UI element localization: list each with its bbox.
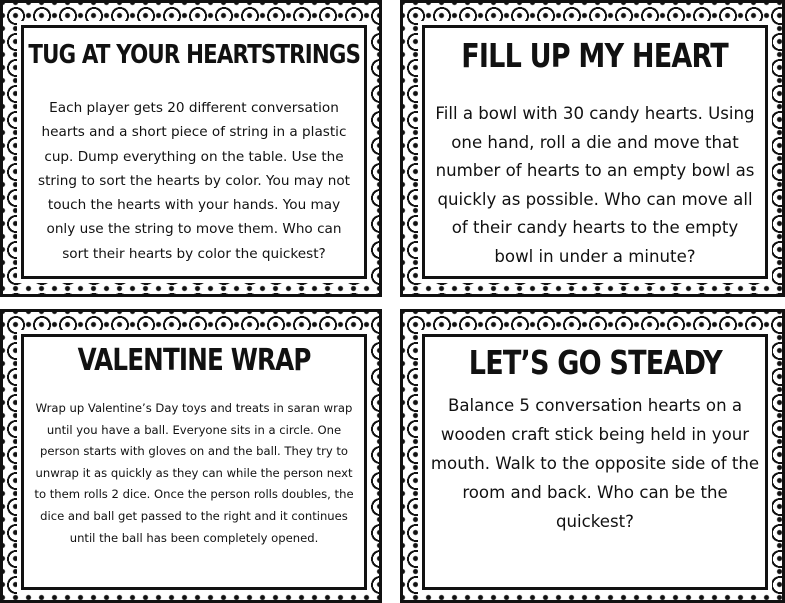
card-instructions: Balance 5 conversation hearts on a wooden craft stick being held in your mouth. Walk to the opposite side of the room and back. Who can be the quickest?: [430, 396, 760, 531]
card-title: VALENTINE WRAP: [77, 343, 311, 378]
game-card-tug-at-your-heartstrings: [0, 0, 382, 297]
game-card-valentine-wrap: [0, 309, 382, 603]
card-content-panel: [422, 334, 768, 590]
card-title: TUG AT YOUR HEARTSTRINGS: [28, 40, 360, 70]
card-title: FILL UP MY HEART: [461, 36, 729, 75]
card-content-panel: [21, 334, 367, 590]
card-title: LET’S GO STEADY: [468, 343, 722, 382]
card-instructions: Fill a bowl with 30 candy hearts. Using one hand, roll a die and move that number of hearts to an empty bowl as quickly as possible. Who can move all of their candy hearts to the empty bowl in under a minute?: [435, 104, 755, 266]
game-card-lets-go-steady: [400, 309, 785, 603]
game-card-fill-up-my-heart: [400, 0, 785, 297]
card-content-panel: [21, 25, 367, 279]
card-content-panel: [422, 25, 768, 279]
card-instructions: Each player gets 20 different conversation hearts and a short piece of string in a plastic cup. Dump everything on the table. Use the string to sort the hearts by color. You may not touch the hearts with your hands. You may only use the string to move them. Who can sort their hearts by color the quickest?: [37, 100, 351, 262]
card-instructions: Wrap up Valentine’s Day toys and treats in saran wrap until you have a ball. Everyone sits in a circle. One person starts with gloves on and the ball. They try to unwrap it as quickly as they can while the person next to them rolls 2 dice. Once the person rolls doubles, the dice and ball get passed to the right and it continues until the ball has been completely opened.: [34, 401, 354, 545]
